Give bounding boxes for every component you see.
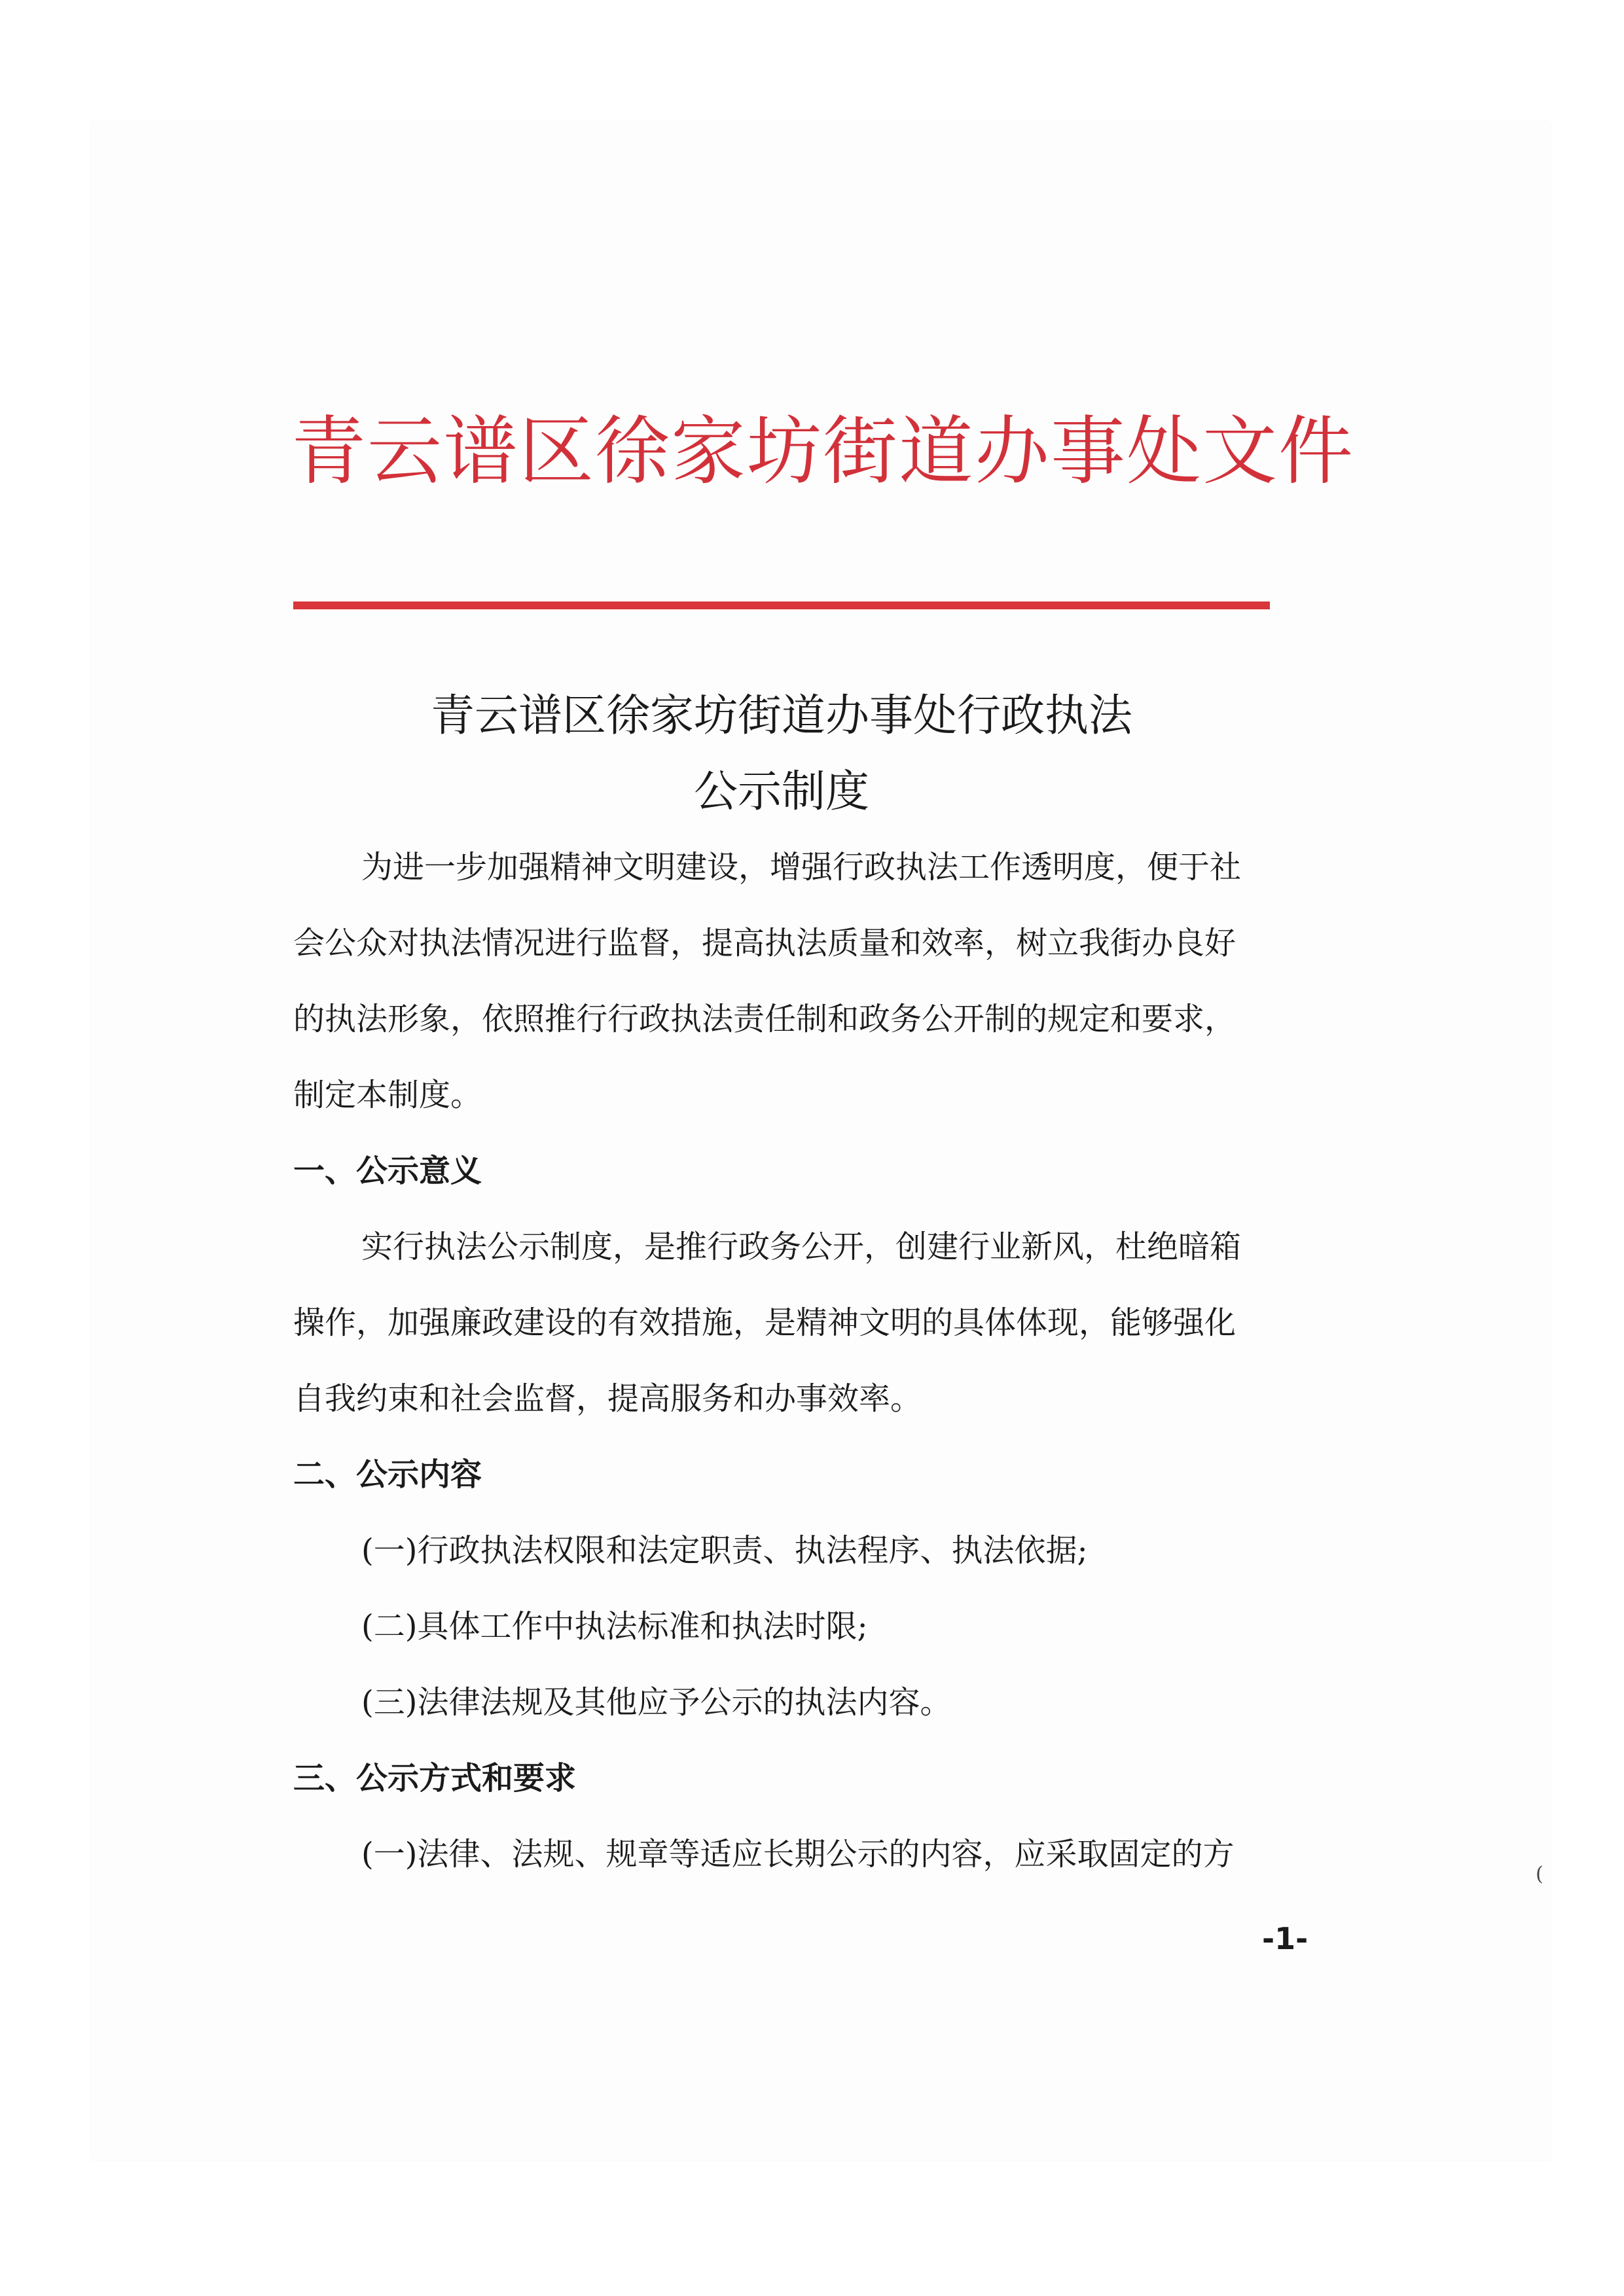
section-1-line-2: 操作，加强廉政建设的有效措施，是精神文明的具体体现，能够强化 [293, 1304, 1236, 1341]
document-body [293, 829, 1327, 1892]
intro-line-3: 的执法形象，依照推行行政执法责任制和政务公开制的规定和要求， [293, 1001, 1236, 1037]
section-2-heading: 二、公示内容 [293, 1456, 482, 1493]
section-1-paragraph [293, 1209, 1327, 1437]
scan-mark: ( [1536, 1863, 1543, 1886]
document-title [293, 677, 1270, 829]
title-line-1: 青云谱区徐家坊街道办事处行政执法 [431, 690, 1132, 741]
section-1-heading: 一、公示意义 [293, 1153, 482, 1189]
section-1-line-3: 自我约束和社会监督，提高服务和办事效率。 [293, 1380, 922, 1417]
section-3-line-1: (一)法律、法规、规章等适应长期公示的内容，应采取固定的方 [361, 1836, 1235, 1873]
section-1-line-1: 实行执法公示制度，是推行政务公开，创建行业新风，杜绝暗箱 [361, 1229, 1242, 1265]
issuer-header: 青云谱区徐家坊街道办事处文件 [291, 408, 1355, 495]
section-2-item-3: (三)法律法规及其他应予公示的执法内容。 [361, 1684, 952, 1721]
intro-line-4: 制定本制度。 [293, 1077, 482, 1113]
intro-line-2: 会公众对执法情况进行监督，提高执法质量和效率，树立我街办良好 [293, 925, 1236, 961]
intro-line-1: 为进一步加强精神文明建设，增强行政执法工作透明度，便于社 [361, 849, 1242, 886]
section-3-heading: 三、公示方式和要求 [293, 1760, 577, 1797]
intro-paragraph [293, 829, 1327, 1133]
section-2-item-2: (二)具体工作中执法标准和执法时限; [361, 1608, 868, 1645]
page-number: -1- [1262, 1921, 1308, 1956]
section-2-item-1: (一)行政执法权限和法定职责、执法程序、执法依据; [361, 1532, 1088, 1569]
title-line-2: 公示制度 [694, 766, 869, 817]
red-divider [293, 601, 1270, 609]
